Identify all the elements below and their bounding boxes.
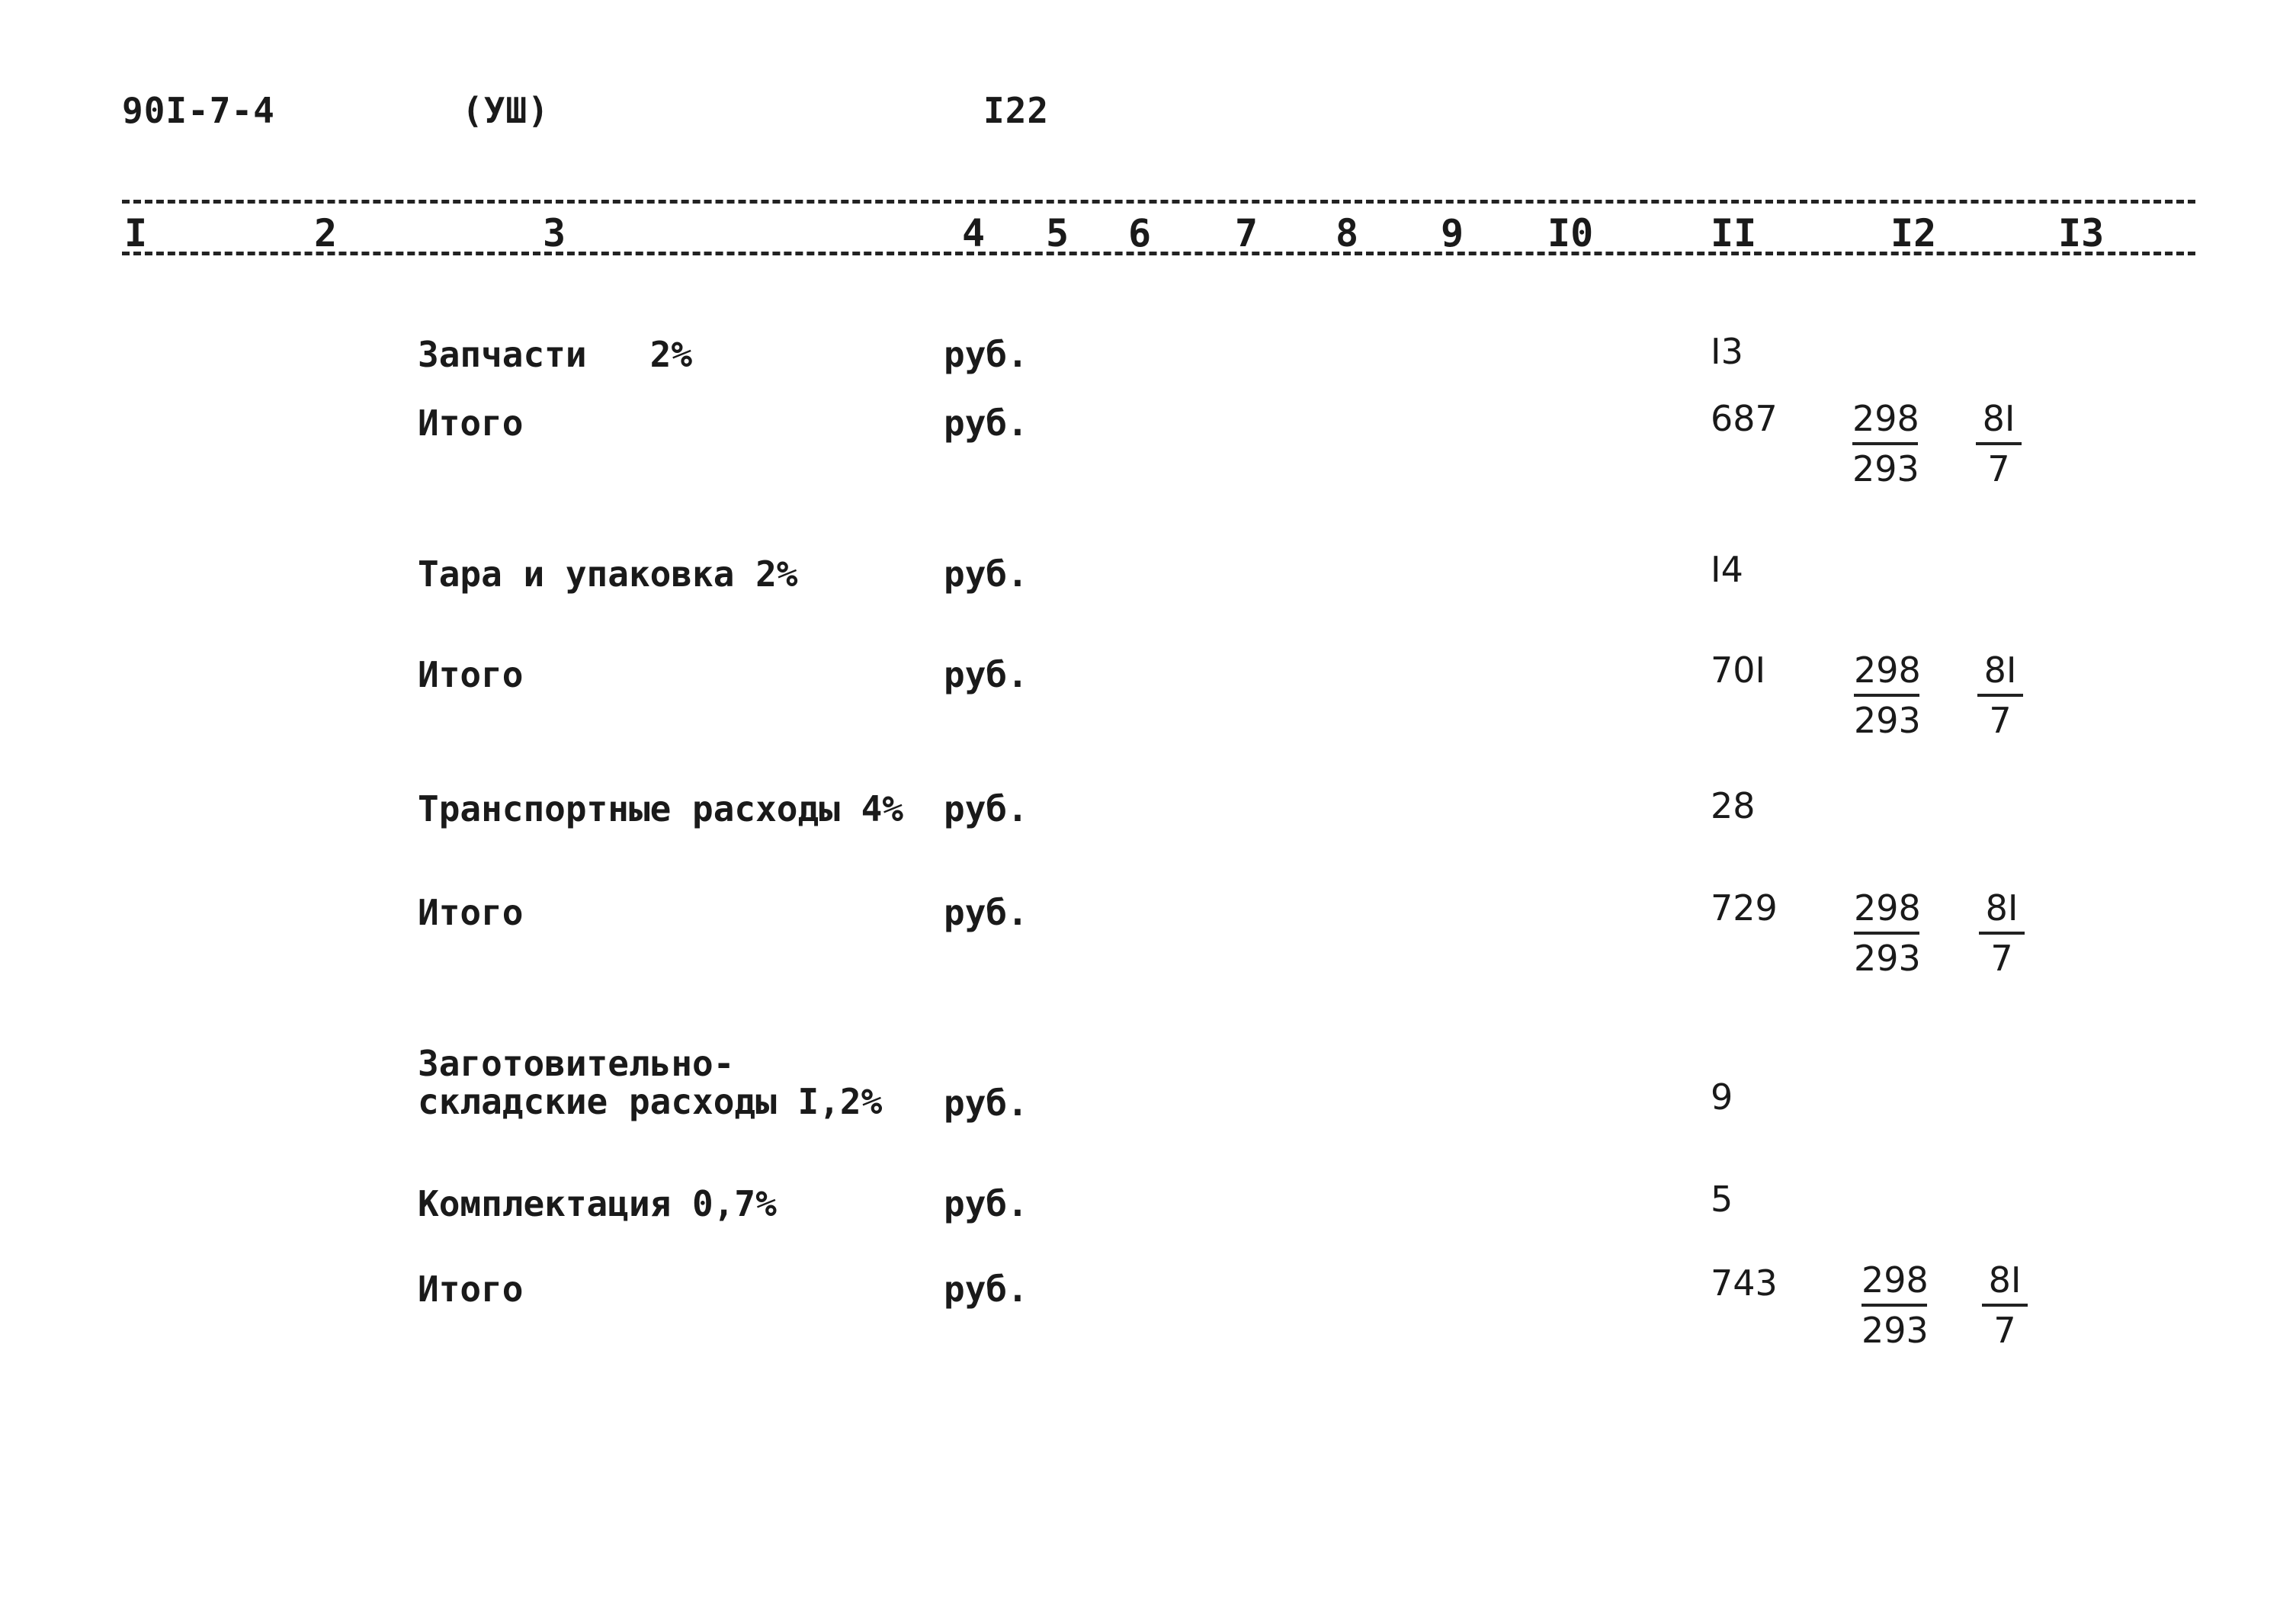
row-value-col11: 9: [1711, 1076, 1733, 1118]
row-label: Комплектация 0,7%: [418, 1183, 777, 1224]
column-number: I0: [1547, 211, 1594, 255]
fraction-col12: [1861, 1256, 1927, 1354]
row-value-col11: 687: [1711, 398, 1778, 439]
fraction-denominator: 293: [1861, 1310, 1929, 1351]
fraction-numerator: 8I: [1982, 1256, 2028, 1307]
column-number: 2: [314, 211, 338, 255]
row-label: Тара и упаковка 2%: [418, 553, 798, 595]
row-label: Итого: [418, 403, 524, 444]
fraction-numerator: 298: [1854, 646, 1919, 697]
fraction-col12: [1854, 884, 1919, 982]
fraction-denominator: 7: [1987, 448, 2010, 489]
row-value-col11: 5: [1711, 1179, 1733, 1220]
header-top-rule: [122, 200, 2195, 204]
column-number: 7: [1235, 211, 1259, 255]
row-value-col11: I4: [1711, 549, 1743, 590]
fraction-col12: [1852, 395, 1918, 492]
row-unit: руб.: [944, 1183, 1028, 1224]
header-bottom-rule: [122, 252, 2195, 255]
column-number: 5: [1046, 211, 1069, 255]
column-number: I3: [2058, 211, 2105, 255]
fraction-numerator: 298: [1854, 884, 1919, 935]
fraction-numerator: 298: [1861, 1256, 1927, 1307]
fraction-denominator: 293: [1854, 700, 1921, 741]
row-value-col11: 743: [1711, 1262, 1778, 1304]
row-unit: руб.: [944, 403, 1028, 444]
fraction-denominator: 7: [1993, 1310, 2016, 1351]
fraction-numerator: 8I: [1979, 884, 2025, 935]
column-number: I: [124, 211, 148, 255]
row-label: Итого: [418, 1269, 524, 1310]
column-number: I2: [1890, 211, 1937, 255]
row-unit: руб.: [944, 334, 1028, 375]
row-value-col11: 28: [1711, 785, 1756, 826]
row-value-col11: 70I: [1711, 650, 1766, 691]
row-value-col11: I3: [1711, 331, 1743, 372]
column-number: 9: [1441, 211, 1464, 255]
row-unit: руб.: [944, 654, 1028, 695]
row-unit: руб.: [944, 788, 1028, 829]
column-number: II: [1711, 211, 1757, 255]
column-number: 8: [1336, 211, 1359, 255]
fraction-denominator: 7: [1990, 938, 2013, 979]
section-label: (УШ): [462, 90, 550, 131]
fraction-col13: [1979, 884, 2025, 982]
fraction-denominator: 293: [1854, 938, 1921, 979]
row-label: Итого: [418, 654, 524, 695]
column-number: 3: [543, 211, 566, 255]
row-value-col11: 729: [1711, 887, 1778, 929]
page-number: I22: [983, 90, 1050, 131]
fraction-col13: [1982, 1256, 2028, 1354]
row-label: Заготовительно- складские расходы I,2%: [418, 1043, 883, 1122]
fraction-col13: [1976, 395, 2022, 492]
fraction-col12: [1854, 646, 1919, 744]
row-unit: руб.: [944, 892, 1028, 933]
row-label: Итого: [418, 892, 524, 933]
fraction-denominator: 7: [1989, 700, 2012, 741]
column-number: 6: [1128, 211, 1152, 255]
row-label: Запчасти 2%: [418, 334, 693, 375]
fraction-numerator: 298: [1852, 395, 1918, 445]
row-unit: руб.: [944, 1083, 1028, 1124]
fraction-denominator: 293: [1852, 448, 1919, 489]
fraction-numerator: 8I: [1976, 395, 2022, 445]
row-unit: руб.: [944, 553, 1028, 595]
fraction-numerator: 8I: [1977, 646, 2023, 697]
row-label: Транспортные расходы 4%: [418, 788, 903, 829]
column-number: 4: [962, 211, 986, 255]
document-code: 90I-7-4: [122, 90, 275, 131]
row-unit: руб.: [944, 1269, 1028, 1310]
fraction-col13: [1977, 646, 2023, 744]
